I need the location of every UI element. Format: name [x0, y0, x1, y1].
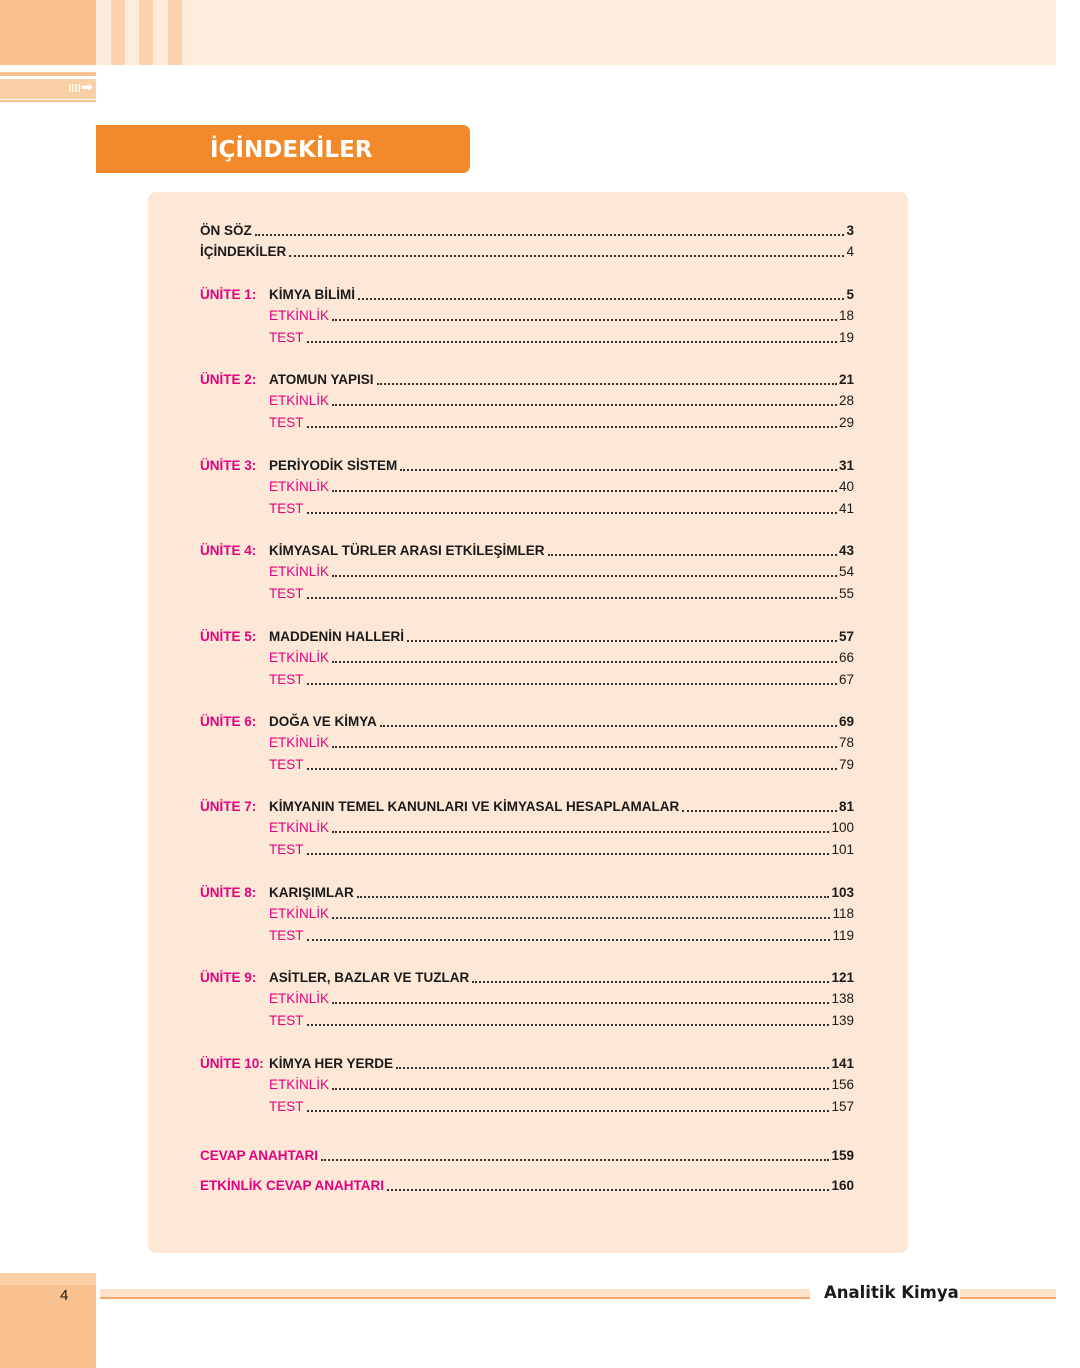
entry-label: TEST [269, 330, 304, 345]
page-ref: 81 [838, 799, 854, 814]
page-ref: 141 [831, 1056, 854, 1071]
entry-label: TEST [269, 415, 304, 430]
dot-leader [332, 318, 837, 321]
page-ref: 156 [831, 1077, 854, 1092]
header-corner-block [0, 0, 96, 65]
unit-number: ÜNİTE 10: [200, 1056, 264, 1071]
page-ref: 67 [838, 672, 854, 687]
page-title: İÇİNDEKİLER [210, 137, 373, 163]
toc-unit-test[interactable] [200, 499, 854, 519]
dot-leader [289, 254, 844, 257]
page-ref: 3 [846, 223, 854, 238]
entry-label: ETKİNLİK [269, 991, 330, 1006]
toc-entry-on-soz[interactable] [200, 221, 854, 241]
toc-unit-title[interactable] [200, 627, 854, 647]
page-ref: 159 [831, 1148, 854, 1163]
toc-unit-activity[interactable] [200, 904, 854, 924]
dot-leader [380, 724, 837, 727]
page-ref: 138 [831, 991, 854, 1006]
dot-leader [307, 425, 837, 428]
entry-label: KİMYASAL TÜRLER ARASI ETKİLEŞİMLER [269, 543, 545, 558]
footer-corner-block [0, 1273, 96, 1368]
unit-number: ÜNİTE 1: [200, 287, 257, 302]
page-ref: 4 [846, 244, 854, 259]
entry-label: KİMYANIN TEMEL KANUNLARI VE KİMYASAL HESAPLAMALAR [269, 799, 680, 814]
dot-leader [255, 233, 845, 236]
entry-label: TEST [269, 1099, 304, 1114]
entry-label: KİMYA HER YERDE [269, 1056, 394, 1071]
entry-label: ETKİNLİK [269, 650, 330, 665]
dot-leader [307, 1109, 830, 1112]
entry-label: ETKİNLİK [269, 1077, 330, 1092]
toc-unit-title[interactable] [200, 712, 854, 732]
page-ref: 18 [838, 308, 854, 323]
entry-label: ETKİNLİK [269, 479, 330, 494]
page-ref: 57 [838, 629, 854, 644]
page-ref: 55 [838, 586, 854, 601]
unit-number: ÜNİTE 5: [200, 629, 257, 644]
unit-number: ÜNİTE 3: [200, 458, 257, 473]
entry-label: ETKİNLİK [269, 393, 330, 408]
entry-label: PERİYODİK SİSTEM [269, 458, 398, 473]
toc-unit-title[interactable] [200, 456, 854, 476]
page-ref: 119 [832, 928, 854, 943]
entry-label: TEST [269, 501, 304, 516]
entry-label: ETKİNLİK [269, 308, 330, 323]
toc-unit-activity[interactable] [200, 648, 854, 668]
page-ref: 31 [838, 458, 854, 473]
toc-unit-activity[interactable] [200, 733, 854, 753]
entry-label: ETKİNLİK [269, 564, 330, 579]
toc-unit-test[interactable] [200, 1097, 854, 1117]
toc-unit-activity[interactable] [200, 818, 854, 838]
entry-label: TEST [269, 842, 304, 857]
dot-leader [332, 1087, 829, 1090]
page-ref: 79 [838, 757, 854, 772]
toc-unit-title[interactable] [200, 968, 854, 988]
page-ref: 5 [846, 287, 854, 302]
footer-rule [100, 1289, 810, 1299]
entry-label: MADDENİN HALLERİ [269, 629, 404, 644]
dot-leader [357, 895, 830, 898]
toc-entry-answer-key[interactable] [200, 1146, 854, 1166]
page-number: 4 [60, 1287, 69, 1304]
dot-leader [358, 297, 844, 300]
entry-label: TEST [269, 1013, 304, 1028]
toc-unit-test[interactable] [200, 926, 854, 946]
page-ref: 157 [831, 1099, 854, 1114]
dot-leader [332, 403, 837, 406]
dot-leader [321, 1158, 829, 1161]
dot-leader [377, 382, 837, 385]
unit-number: ÜNİTE 6: [200, 714, 257, 729]
entry-label: DOĞA VE KİMYA [269, 714, 377, 729]
dot-leader [400, 468, 837, 471]
entry-label: ETKİNLİK [269, 735, 330, 750]
page-ref: 66 [838, 650, 854, 665]
page-ref: 54 [838, 564, 854, 579]
page-ref: 29 [838, 415, 854, 430]
header-band [0, 0, 1056, 65]
entry-label: ATOMUN YAPISI [269, 372, 374, 387]
toc-unit-test[interactable] [200, 670, 854, 690]
dot-leader [307, 340, 837, 343]
unit-number: ÜNİTE 8: [200, 885, 257, 900]
entry-label: İÇİNDEKİLER [200, 244, 287, 259]
header-stripe [111, 0, 125, 65]
unit-number: ÜNİTE 2: [200, 372, 257, 387]
toc-unit-activity[interactable] [200, 1075, 854, 1095]
arrow-right-icon: ıııı➡ [67, 79, 92, 96]
dot-leader [307, 511, 837, 514]
dot-leader [307, 1023, 830, 1026]
toc-unit-test[interactable] [200, 413, 854, 433]
toc-unit-test[interactable] [200, 755, 854, 775]
book-title: Analitik Kimya [824, 1283, 959, 1302]
page-ref: 78 [838, 735, 854, 750]
toc-unit-activity[interactable] [200, 391, 854, 411]
page-ref: 28 [838, 393, 854, 408]
page-ref: 43 [838, 543, 854, 558]
entry-label: CEVAP ANAHTARI [200, 1148, 319, 1163]
dot-leader [332, 1001, 829, 1004]
toc-unit-activity[interactable] [200, 562, 854, 582]
entry-label: ASİTLER, BAZLAR VE TUZLAR [269, 970, 470, 985]
toc-unit-activity[interactable] [200, 306, 854, 326]
title-banner [96, 125, 470, 173]
page-ref: 118 [832, 906, 854, 921]
dot-leader [332, 489, 837, 492]
toc-unit-activity[interactable] [200, 477, 854, 497]
page-ref: 103 [831, 885, 854, 900]
dot-leader [307, 938, 831, 941]
entry-label: TEST [269, 586, 304, 601]
toc-unit-test[interactable] [200, 584, 854, 604]
header-stripe [168, 0, 182, 65]
dot-leader [332, 660, 837, 663]
toc-unit-activity[interactable] [200, 989, 854, 1009]
entry-label: KARIŞIMLAR [269, 885, 354, 900]
footer-corner-stripe [0, 1273, 96, 1285]
unit-number: ÜNİTE 9: [200, 970, 257, 985]
dot-leader [307, 682, 837, 685]
dot-leader [332, 830, 829, 833]
toc-unit-title[interactable] [200, 370, 854, 390]
toc-unit-test[interactable] [200, 328, 854, 348]
page-ref: 41 [838, 501, 854, 516]
dot-leader [307, 767, 837, 770]
toc-entry-activity-answer-key[interactable] [200, 1176, 854, 1196]
entry-label: ETKİNLİK [269, 906, 330, 921]
page-ref: 40 [838, 479, 854, 494]
toc-unit-test[interactable] [200, 840, 854, 860]
page-ref: 101 [831, 842, 854, 857]
page-ref: 100 [831, 820, 854, 835]
dot-leader [332, 745, 837, 748]
toc-unit-title[interactable] [200, 285, 854, 305]
page-ref: 160 [831, 1178, 854, 1193]
entry-label: ETKİNLİK [269, 820, 330, 835]
entry-label: KİMYA BİLİMİ [269, 287, 356, 302]
arrow-bar [0, 72, 96, 102]
dot-leader [307, 852, 830, 855]
toc-unit-title[interactable] [200, 1054, 854, 1074]
toc-unit-title[interactable] [200, 883, 854, 903]
entry-label: TEST [269, 672, 304, 687]
page-ref: 121 [831, 970, 854, 985]
unit-number: ÜNİTE 4: [200, 543, 257, 558]
unit-number: ÜNİTE 7: [200, 799, 257, 814]
dot-leader [332, 916, 830, 919]
toc-unit-title[interactable] [200, 797, 854, 817]
footer-rule [960, 1289, 1056, 1299]
dot-leader [682, 809, 837, 812]
dot-leader [472, 980, 829, 983]
toc-unit-test[interactable] [200, 1011, 854, 1031]
dot-leader [396, 1066, 829, 1069]
page-ref: 69 [838, 714, 854, 729]
entry-label: ÖN SÖZ [200, 223, 252, 238]
entry-label: ETKİNLİK CEVAP ANAHTARI [200, 1178, 385, 1193]
header-stripe [139, 0, 153, 65]
toc-unit-title[interactable] [200, 541, 854, 561]
entry-label: TEST [269, 928, 304, 943]
page-ref: 19 [838, 330, 854, 345]
page-ref: 21 [838, 372, 854, 387]
page-ref: 139 [831, 1013, 854, 1028]
toc-entry-icindekiler[interactable] [200, 242, 854, 262]
dot-leader [307, 596, 837, 599]
dot-leader [387, 1188, 829, 1191]
entry-label: TEST [269, 757, 304, 772]
dot-leader [407, 639, 837, 642]
dot-leader [332, 574, 837, 577]
dot-leader [548, 553, 837, 556]
